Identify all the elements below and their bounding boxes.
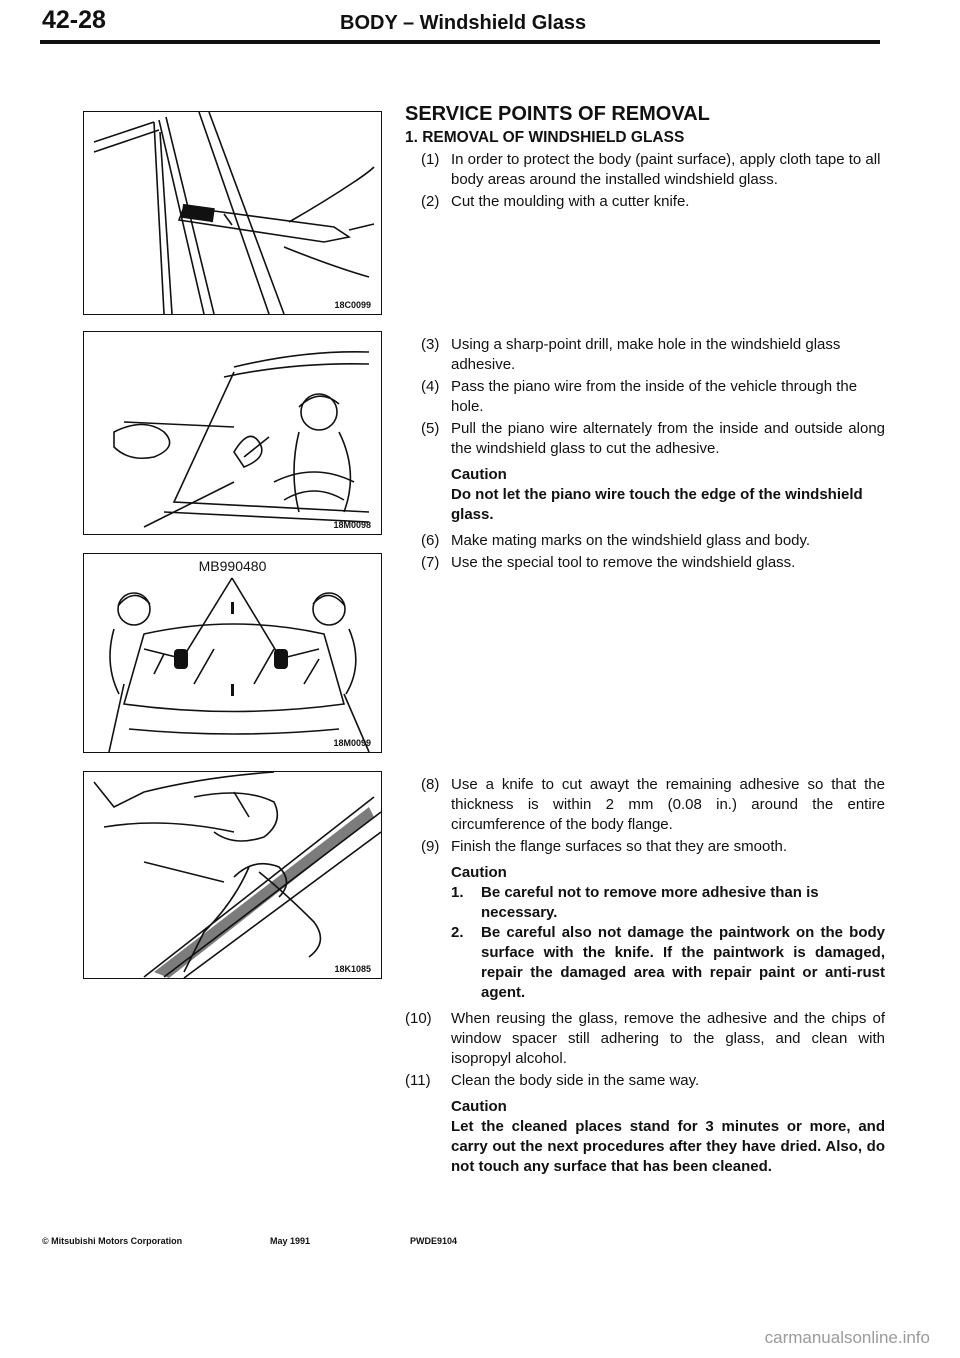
step-number: (8) <box>421 776 440 793</box>
step-item <box>405 1009 885 1069</box>
step-item <box>405 553 885 573</box>
step-number: (2) <box>421 193 440 210</box>
step-item <box>405 150 885 190</box>
step-text: Clean the body side in the same way. <box>451 1072 700 1089</box>
caution-item-number: 1. <box>451 884 464 901</box>
figure-piano-wire <box>83 331 382 535</box>
figure-code: 18M0098 <box>333 520 371 530</box>
figure-code: 18K1085 <box>334 964 371 974</box>
footer-copyright: © Mitsubishi Motors Corporation <box>42 1236 183 1246</box>
figure-adhesive-cut <box>83 771 382 979</box>
step-number: (7) <box>421 554 440 571</box>
step-item <box>405 419 885 459</box>
step-text: In order to protect the body (paint surface), apply cloth tape to all body areas around the installed windshield glass. <box>451 151 881 188</box>
page-title: BODY – Windshield Glass <box>340 12 587 34</box>
step-text: Use a knife to cut awayt the remaining adhesive so that the thickness is within 2 mm (0.08 in.) around the entire circumference of the body flange. <box>451 776 885 833</box>
removal-intro-block <box>405 102 885 212</box>
step-text: Use the special tool to remove the windshield glass. <box>451 554 796 571</box>
step-number: (6) <box>421 532 440 549</box>
adhesive-cutting-illustration <box>84 772 381 978</box>
step-number: (9) <box>421 838 440 855</box>
piano-wire-illustration <box>84 332 381 534</box>
step-text: Finish the flange surfaces so that they are smooth. <box>451 838 788 855</box>
footer-date: May 1991 <box>270 1236 311 1246</box>
step-item <box>405 335 885 375</box>
caution-item <box>405 923 885 1003</box>
piano-wire-block <box>405 333 885 573</box>
glass-removal-illustration <box>84 554 381 752</box>
figure-code: 18M0099 <box>333 738 371 748</box>
step-text: When reusing the glass, remove the adhesive and the chips of window spacer still adhering to the glass, and clean with isopropyl alcohol. <box>451 1010 885 1067</box>
header-rule <box>40 40 880 44</box>
caution-label: Caution <box>451 466 507 483</box>
adhesive-block <box>405 773 885 1177</box>
section-heading: SERVICE POINTS OF REMOVAL <box>405 103 710 125</box>
caution-item-number: 2. <box>451 924 464 941</box>
step-item <box>405 531 885 551</box>
step-number: (5) <box>421 420 440 437</box>
cutter-knife-illustration <box>84 112 381 314</box>
caution-item-text: Be careful also not damage the paintwork on the body surface with the knife. If the paintwork is damaged, repair the damaged area with repair paint or anti-rust agent. <box>481 924 885 1001</box>
step-text: Pass the piano wire from the inside of the vehicle through the hole. <box>451 378 858 415</box>
caution-label: Caution <box>451 1098 507 1115</box>
step-item <box>405 192 885 212</box>
step-number: (10) <box>405 1010 432 1027</box>
caution-label: Caution <box>451 864 507 881</box>
step-number: (1) <box>421 151 440 168</box>
caution-item <box>405 883 885 923</box>
step-number: (3) <box>421 336 440 353</box>
page-number: 42-28 <box>42 6 106 34</box>
step-number: (4) <box>421 378 440 395</box>
step-item <box>405 377 885 417</box>
step-text: Make mating marks on the windshield glass and body. <box>451 532 811 549</box>
step-text: Cut the moulding with a cutter knife. <box>451 193 690 210</box>
step-text: Pull the piano wire alternately from the inside and outside along the windshield glass to cut the adhesive. <box>451 420 885 457</box>
step-item <box>405 1071 885 1091</box>
footer-code: PWDE9104 <box>410 1236 458 1246</box>
caution-text: Let the cleaned places stand for 3 minutes or more, and carry out the next procedures after they have dried. Also, do not touch any surface that has been cleaned. <box>451 1118 885 1175</box>
tool-number-label: MB990480 <box>198 558 267 574</box>
figure-special-tool <box>83 553 382 753</box>
step-item <box>405 837 885 857</box>
figure-code: 18C0099 <box>334 300 371 310</box>
step-item <box>405 775 885 835</box>
caution-item-text: Be careful not to remove more adhesive than is necessary. <box>481 884 819 921</box>
step-number: (11) <box>405 1072 431 1089</box>
section-subheading: 1. REMOVAL OF WINDSHIELD GLASS <box>405 129 685 146</box>
step-text: Using a sharp-point drill, make hole in the windshield glass adhesive. <box>451 336 841 373</box>
watermark: carmanualsonline.info <box>764 1328 930 1347</box>
caution-text: Do not let the piano wire touch the edge of the windshield glass. <box>451 486 863 523</box>
figure-cutter-knife <box>83 111 382 315</box>
